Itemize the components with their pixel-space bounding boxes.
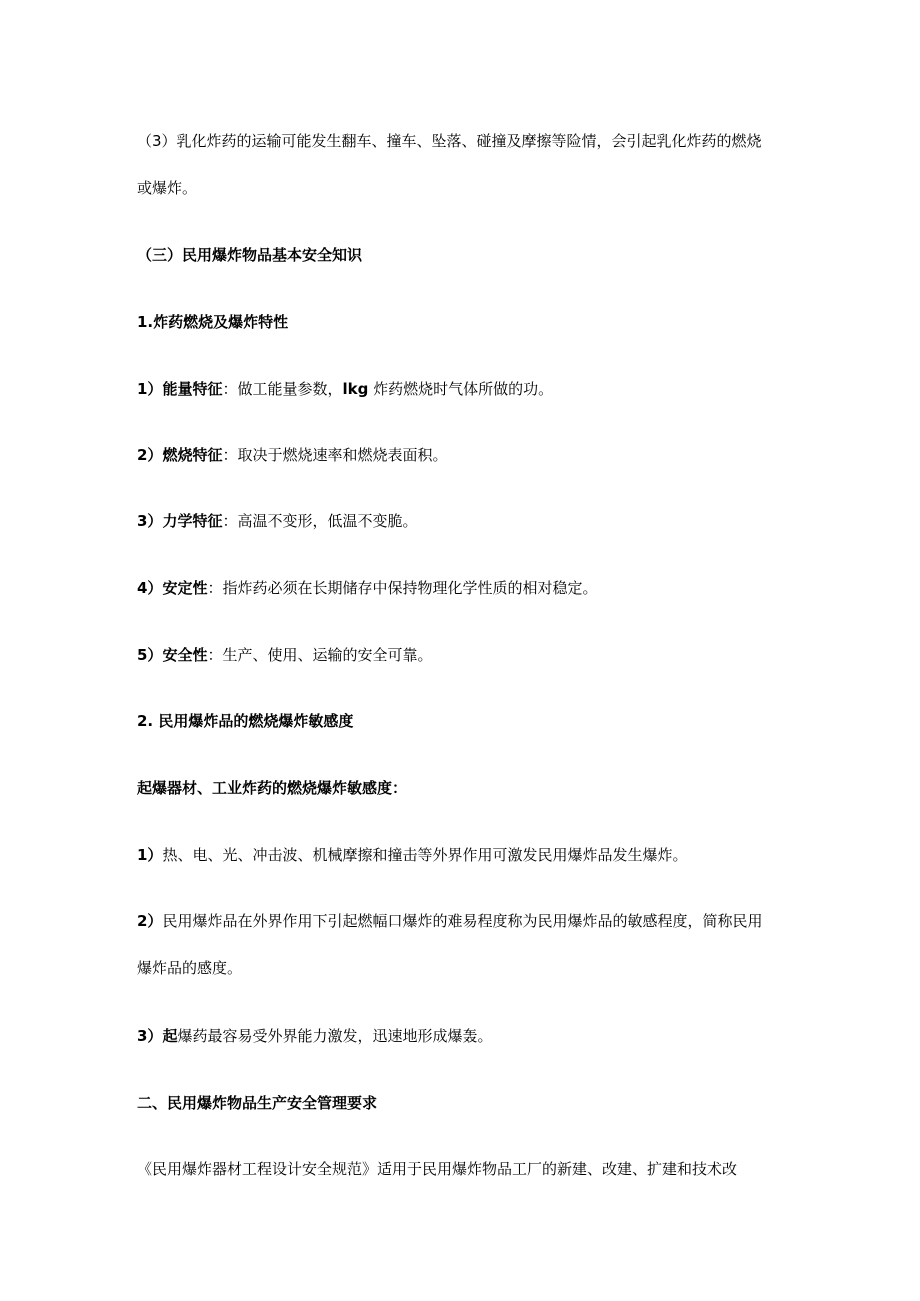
property-sep: ：	[222, 446, 238, 464]
sensitivity-item-2-line-1	[137, 911, 797, 931]
sensitivity-item-1	[137, 845, 797, 865]
item-text: 爆药最容易受外界能力激发，迅速地形成爆轰。	[177, 1027, 493, 1045]
property-number: 3）	[137, 512, 163, 530]
item-number: 1）	[137, 846, 163, 864]
heading-2: 2. 民用爆炸品的燃烧爆炸敏感度	[137, 712, 354, 730]
item-number: 3）	[137, 1027, 163, 1045]
final-paragraph: 《民用爆炸器材工程设计安全规范》适用于民用爆炸物品工厂的新建、改建、扩建和技术改	[137, 1160, 738, 1178]
item-bold-char: 起	[162, 1027, 178, 1045]
sensitivity-subheading: 起爆器材、工业炸药的燃烧爆炸敏感度：	[137, 779, 408, 797]
property-text: 指炸药必须在长期储存中保持物理化学性质的相对稳定。	[222, 579, 598, 597]
sensitivity-item-2-line-2: 爆炸品的感度。	[137, 959, 243, 977]
property-term: 能量特征	[162, 380, 223, 398]
property-text: 炸药燃烧时气体所做的功。	[368, 380, 554, 398]
para-transport-line-2: 或爆炸。	[137, 179, 198, 197]
property-number: 2）	[137, 446, 163, 464]
item-number: 2）	[137, 912, 163, 930]
property-number: 1）	[137, 380, 163, 398]
property-term: 安定性	[162, 579, 208, 597]
property-text: 高温不变形，低温不变脆。	[237, 512, 418, 530]
section-2-heading: 二、民用爆炸物品生产安全管理要求	[137, 1094, 378, 1112]
heading-1: 1.炸药燃烧及爆炸特性	[137, 313, 289, 331]
property-number: 4）	[137, 579, 163, 597]
property-item-1	[137, 379, 797, 399]
property-item-3	[137, 511, 797, 531]
property-number: 5）	[137, 646, 163, 664]
property-unit: lkg	[342, 380, 369, 398]
property-sep: ：	[207, 646, 223, 664]
property-text: 生产、使用、运输的安全可靠。	[222, 646, 433, 664]
property-term: 燃烧特征	[162, 446, 223, 464]
property-sep: ：	[222, 380, 238, 398]
property-item-4	[137, 578, 797, 598]
property-term: 安全性	[162, 646, 208, 664]
property-item-5	[137, 645, 797, 665]
para-transport-line-1: （3）乳化炸药的运输可能发生翻车、撞车、坠落、碰撞及摩擦等险情，会引起乳化炸药的燃烧	[137, 132, 762, 150]
property-text-prefix: 做工能量参数，	[237, 380, 343, 398]
section-3-heading: （三）民用爆炸物品基本安全知识	[137, 246, 363, 264]
property-item-2	[137, 445, 797, 465]
item-text: 热、电、光、冲击波、机械摩擦和撞击等外界作用可激发民用爆炸品发生爆炸。	[162, 846, 688, 864]
sensitivity-item-3	[137, 1026, 797, 1046]
property-term: 力学特征	[162, 512, 223, 530]
property-sep: ：	[207, 579, 223, 597]
item-text: 民用爆炸品在外界作用下引起燃幅口爆炸的难易程度称为民用爆炸品的敏感程度，简称民用	[162, 912, 763, 930]
property-text: 取决于燃烧速率和燃烧表面积。	[237, 446, 448, 464]
property-sep: ：	[222, 512, 238, 530]
